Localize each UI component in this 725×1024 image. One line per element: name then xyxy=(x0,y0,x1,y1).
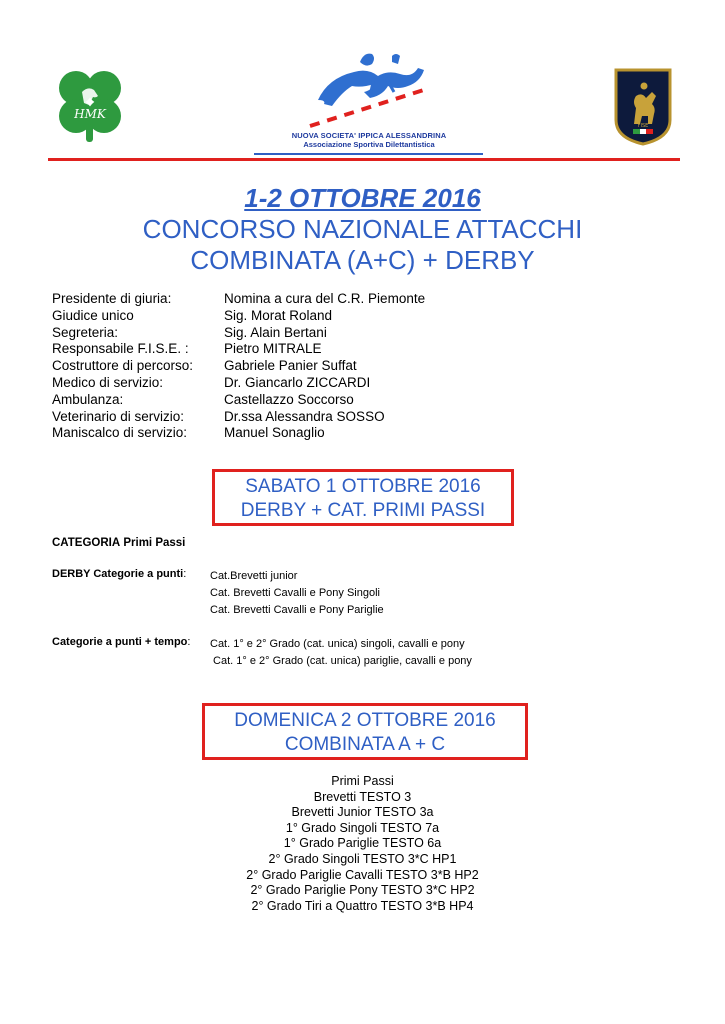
list-item: Cat. 1° e 2° Grado (cat. unica) singoli, cavalli e pony xyxy=(210,638,465,650)
tempo-label-text: Categorie a punti + tempo xyxy=(52,636,188,648)
list-item: 2° Grado Singoli TESTO 3*C HP1 xyxy=(268,851,457,866)
staff-row xyxy=(52,291,425,308)
list-item: 2° Grado Tiri a Quattro TESTO 3*B HP4 xyxy=(251,898,474,913)
list-item: Cat.Brevetti junior xyxy=(210,570,298,582)
saturday-events: DERBY + CAT. PRIMI PASSI xyxy=(240,500,486,521)
staff-row xyxy=(52,358,425,375)
category-heading xyxy=(52,537,185,549)
derby-items xyxy=(210,568,384,619)
staff-name: Sig. Alain Bertani xyxy=(224,324,327,340)
list-item: Cat. 1° e 2° Grado (cat. unica) pariglie, cavalli e pony xyxy=(210,655,472,667)
staff-role: Veterinario di servizio: xyxy=(52,408,185,424)
event-title-line2: COMBINATA (A+C) + DERBY xyxy=(190,245,535,275)
staff-row xyxy=(52,425,425,442)
list-item: 1° Grado Pariglie TESTO 6a xyxy=(283,836,442,851)
list-item: 1° Grado Singoli TESTO 7a xyxy=(285,820,440,835)
staff-name: Dr. Giancarlo ZICCARDI xyxy=(224,374,371,390)
tempo-items xyxy=(210,636,472,670)
category-name: Primi Passi xyxy=(123,537,186,549)
staff-name: Gabriele Panier Suffat xyxy=(224,358,357,374)
hmk-clover-logo xyxy=(52,66,128,142)
staff-row xyxy=(52,409,425,426)
derby-label xyxy=(52,568,186,580)
org-name: NUOVA SOCIETA' IPPICA ALESSANDRINA xyxy=(291,131,447,140)
header-divider xyxy=(48,158,680,161)
staff-row xyxy=(52,325,425,342)
staff-row xyxy=(52,392,425,409)
staff-list xyxy=(52,291,425,442)
staff-name: Sig. Morat Roland xyxy=(224,307,333,323)
staff-name: Castellazzo Soccorso xyxy=(224,391,354,407)
staff-role: Segreteria: xyxy=(52,324,119,340)
staff-row xyxy=(52,341,425,358)
event-title-line1: CONCORSO NAZIONALE ATTACCHI xyxy=(142,214,583,244)
sunday-events: COMBINATA A + C xyxy=(284,734,446,755)
staff-role: Giudice unico xyxy=(52,307,134,323)
list-item: Brevetti TESTO 3 xyxy=(313,789,412,804)
list-item: Cat. Brevetti Cavalli e Pony Singoli xyxy=(210,587,380,599)
event-date-title: 1-2 OTTOBRE 2016 xyxy=(244,183,481,213)
list-item: Primi Passi xyxy=(331,774,394,788)
org-subtitle: Associazione Sportiva Dilettantistica xyxy=(303,140,435,149)
sunday-date: DOMENICA 2 OTTOBRE 2016 xyxy=(234,710,496,731)
horse-jumping-logo xyxy=(300,48,440,130)
staff-role: Ambulanza: xyxy=(52,391,124,407)
list-item: Brevetti Junior TESTO 3a xyxy=(291,805,434,820)
hmk-logo-text: HMK xyxy=(74,107,106,121)
staff-role: Presidente di giuria: xyxy=(52,291,172,306)
staff-name: Nomina a cura del C.R. Piemonte xyxy=(224,291,426,306)
org-underline xyxy=(254,153,483,155)
tempo-label xyxy=(52,636,190,648)
fise-shield-logo xyxy=(612,66,674,146)
derby-label-colon: : xyxy=(183,568,187,580)
list-item: 2° Grado Pariglie Cavalli TESTO 3*B HP2 xyxy=(246,867,479,882)
staff-role: Medico di servizio: xyxy=(52,374,164,390)
staff-role: Responsabile F.I.S.E. : xyxy=(52,341,189,357)
saturday-box xyxy=(212,469,514,526)
staff-name: Manuel Sonaglio xyxy=(224,425,325,441)
staff-name: Dr.ssa Alessandra SOSSO xyxy=(224,408,385,424)
staff-row xyxy=(52,308,425,325)
staff-row xyxy=(52,375,425,392)
list-item: Cat. Brevetti Cavalli e Pony Pariglie xyxy=(210,604,384,616)
fise-logo-text: FISE xyxy=(637,123,649,129)
staff-role: Costruttore di percorso: xyxy=(52,358,194,374)
tempo-label-colon: : xyxy=(187,636,191,648)
saturday-date: SABATO 1 OTTOBRE 2016 xyxy=(245,476,481,497)
list-item: 2° Grado Pariglie Pony TESTO 3*C HP2 xyxy=(250,883,475,898)
staff-name: Pietro MITRALE xyxy=(224,341,322,357)
sunday-program xyxy=(0,774,725,914)
category-prefix: CATEGORIA xyxy=(52,537,121,549)
staff-role: Maniscalco di servizio: xyxy=(52,425,188,441)
derby-label-text: DERBY Categorie a punti xyxy=(52,568,184,580)
sunday-box xyxy=(202,703,528,760)
